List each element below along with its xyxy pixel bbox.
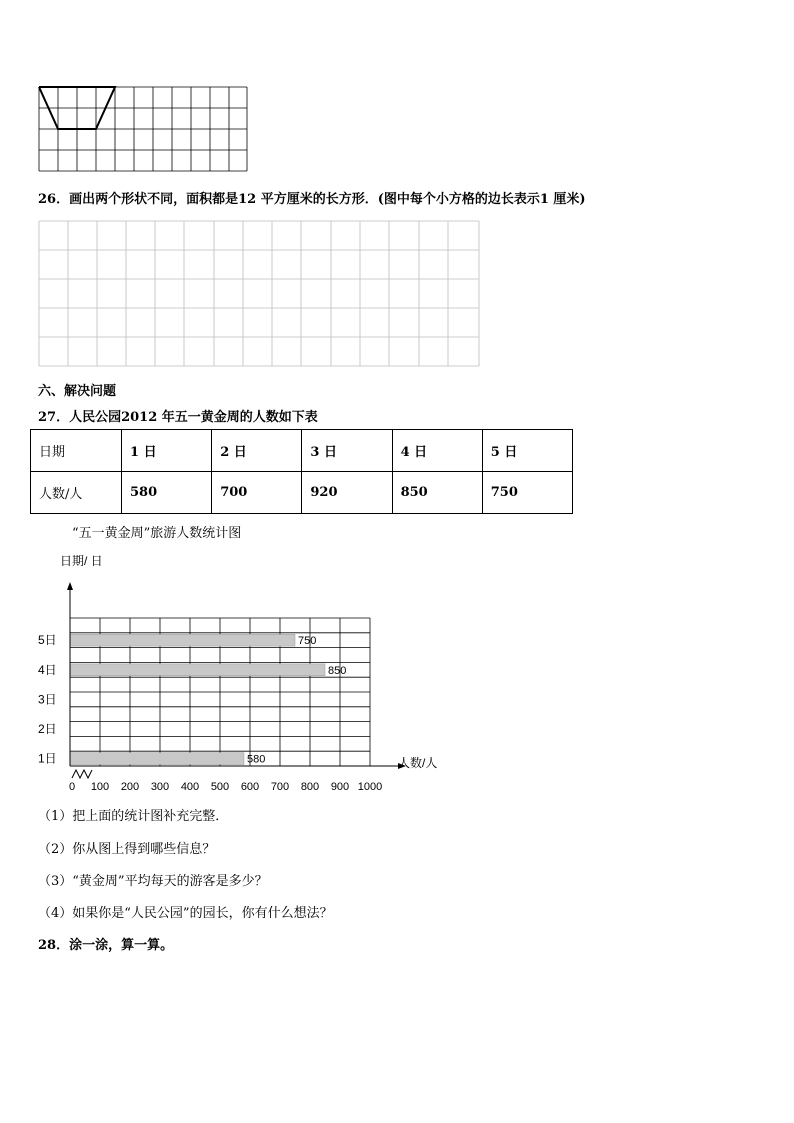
drawing-grid bbox=[38, 220, 481, 368]
x-tick-label: 200 bbox=[120, 781, 140, 793]
q27-part-3: （3）“黄金周”平均每天的游客是多少？ bbox=[38, 874, 268, 889]
visitor-table bbox=[30, 429, 573, 514]
q27-part-2: （2）你从图上得到哪些信息？ bbox=[38, 842, 216, 857]
x-tick-label: 800 bbox=[300, 781, 320, 793]
x-tick-label: 700 bbox=[270, 781, 290, 793]
x-tick-label: 500 bbox=[210, 781, 230, 793]
table-cell: 700 bbox=[212, 472, 302, 514]
chart-title: “五一黄金周”旅游人数统计图 bbox=[72, 526, 242, 541]
x-tick-label: 0 bbox=[68, 781, 76, 793]
bar-data-label: 750 bbox=[298, 635, 317, 648]
table-row bbox=[31, 472, 573, 514]
q28-text: 28．涂一涂，算一算。 bbox=[38, 938, 174, 953]
bar bbox=[70, 753, 244, 765]
table-cell: 人数/人 bbox=[31, 472, 122, 514]
table-cell: 580 bbox=[122, 472, 212, 514]
x-tick-label: 1000 bbox=[357, 781, 383, 793]
bar bbox=[70, 664, 325, 676]
q27-part-4: （4）如果你是“人民公园”的园长，你有什么想法？ bbox=[38, 906, 333, 921]
y-axis-arrow bbox=[67, 582, 73, 590]
section-title: 六、解决问题 bbox=[38, 384, 117, 399]
table-cell: 850 bbox=[392, 472, 482, 514]
y-tick-label: 5日 bbox=[38, 633, 57, 648]
bar-chart bbox=[30, 548, 460, 793]
table-cell: 5 日 bbox=[482, 430, 572, 472]
chart-bars bbox=[70, 634, 346, 765]
table-cell: 3 日 bbox=[302, 430, 392, 472]
q27-title: 27．人民公园2012 年五一黄金周的人数如下表 bbox=[38, 410, 318, 425]
x-tick-label: 400 bbox=[180, 781, 200, 793]
bar bbox=[70, 634, 295, 646]
table-cell: 2 日 bbox=[212, 430, 302, 472]
x-tick-label: 100 bbox=[90, 781, 110, 793]
y-tick-label: 1日 bbox=[38, 751, 57, 766]
y-axis-label: 日期/ 日 bbox=[60, 554, 103, 568]
q26-text: 26．画出两个形状不同，面积都是12 平方厘米的长方形．(图中每个小方格的边长表示1 厘米) bbox=[38, 192, 586, 207]
y-tick-label: 2日 bbox=[38, 722, 57, 736]
trapezoid-grid-figure bbox=[38, 86, 250, 174]
table-header-row bbox=[31, 430, 573, 472]
table-cell: 920 bbox=[302, 472, 392, 514]
bar-data-label: 850 bbox=[328, 664, 347, 677]
x-axis-label: 人数/人 bbox=[398, 756, 438, 770]
axis-break-mark bbox=[72, 770, 92, 778]
table-cell: 4 日 bbox=[392, 430, 482, 472]
y-tick-label: 4日 bbox=[38, 662, 57, 677]
x-tick-label: 600 bbox=[240, 781, 260, 793]
table-cell: 750 bbox=[482, 472, 572, 514]
x-tick-label: 900 bbox=[330, 781, 350, 793]
y-tick-label: 3日 bbox=[38, 692, 57, 707]
bar-data-label: 580 bbox=[247, 753, 266, 766]
q27-part-1: （1）把上面的统计图补充完整． bbox=[38, 809, 229, 824]
table-cell: 日期 bbox=[31, 430, 122, 472]
table-cell: 1 日 bbox=[122, 430, 212, 472]
x-tick-label: 300 bbox=[150, 781, 170, 793]
